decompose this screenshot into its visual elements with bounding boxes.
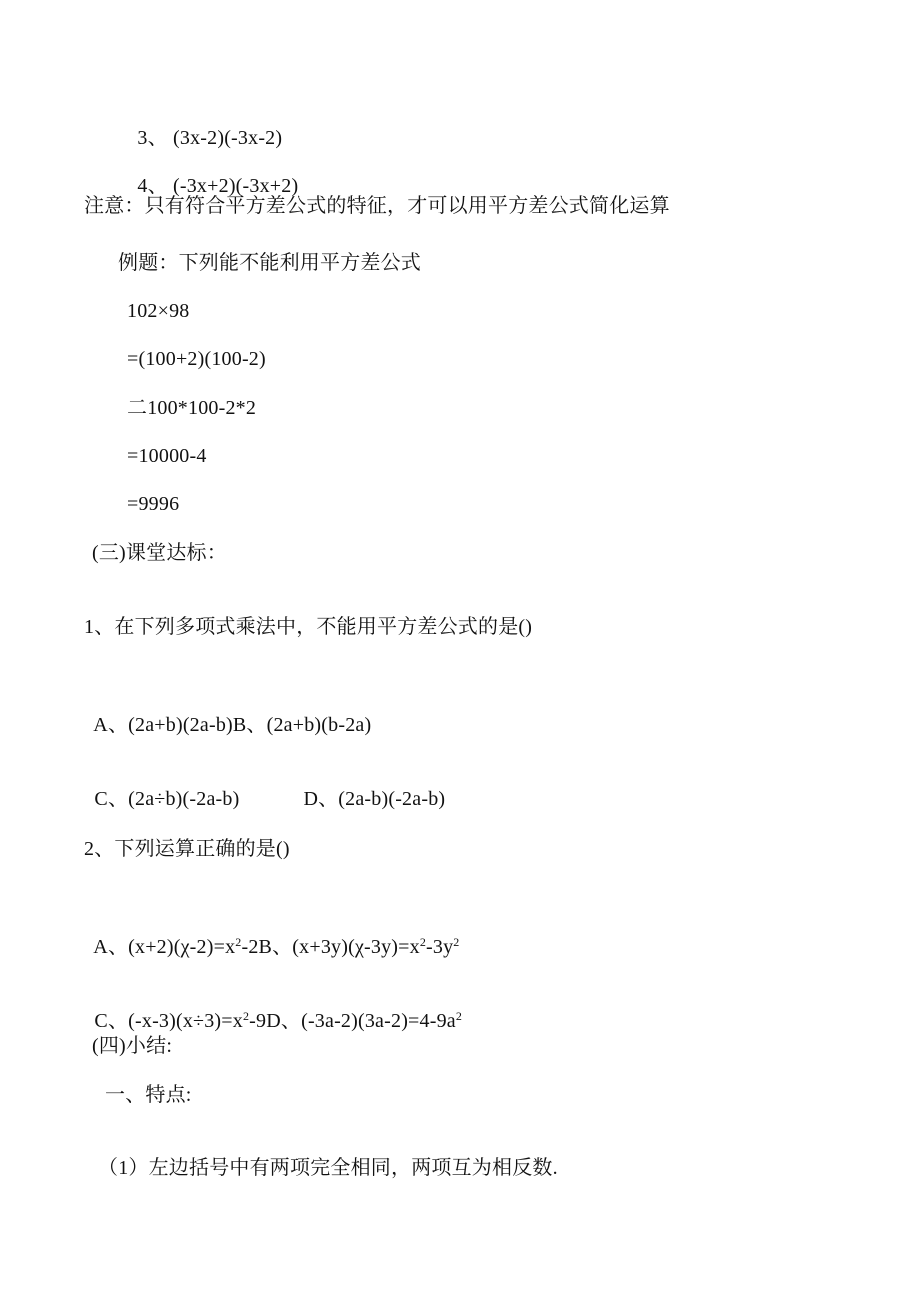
q1-option-d: D、(2a-b)(-2a-b): [303, 788, 446, 810]
q2-option-c-pre: C、(-x-3)(x÷3)=x: [94, 1010, 243, 1032]
summary-point-1: （1）左边括号中有两项完全相同，两项互为相反数.: [98, 1157, 558, 1179]
question-1-stem: 1、在下列多项式乘法中，不能用平方差公式的是(): [84, 616, 533, 638]
calc-line-4: =10000-4: [127, 445, 207, 467]
q2-option-b-sup1: 2: [419, 934, 427, 949]
example-4-expr: (-3x+2)(-3x+2): [173, 175, 299, 197]
q2-option-b-pre: B、(x+3y)(χ-3y)=x: [258, 936, 420, 958]
q2-option-c-post: -9: [249, 1010, 267, 1032]
question-1-options-ab: [84, 689, 371, 737]
section-3-heading: (三)课堂达标：: [92, 542, 227, 564]
q2-option-a-pre: A、(x+2)(χ-2)=x: [93, 936, 236, 958]
q1-option-b: B、(2a+b)(b-2a): [232, 714, 372, 736]
example-3-sep: 、: [147, 127, 168, 149]
section-4-heading: (四)小结:: [92, 1035, 173, 1057]
question-2-options-ab: [84, 911, 460, 959]
q2-option-b-mid: -3y: [426, 936, 454, 958]
q2-option-a-sup: 2: [235, 934, 242, 949]
question-2-stem: 2、下列运算正确的是(): [84, 838, 290, 860]
example-4-number: 4: [137, 175, 148, 197]
example-3-expr: (3x-2)(-3x-2): [173, 127, 283, 149]
q2-option-c-sup: 2: [242, 1008, 250, 1023]
question-1-options-cd: [84, 763, 445, 811]
q1-option-a: A、(2a+b)(2a-b): [93, 714, 233, 736]
question-2-options-cd: [84, 985, 462, 1033]
example-3: [127, 102, 282, 150]
q2-option-d-sup: 2: [455, 1008, 463, 1023]
example-4-sep: 、: [147, 175, 168, 197]
calc-line-5: =9996: [127, 493, 180, 515]
example-3-number: 3: [137, 127, 148, 149]
example-4: [127, 150, 298, 198]
q2-option-a-post: -2: [241, 936, 259, 958]
q2-option-d-pre: D、(-3a-2)(3a-2)=4-9a: [266, 1010, 456, 1032]
q1-option-c: C、(2a÷b)(-2a-b): [94, 788, 240, 810]
calc-line-3: 二100*100-2*2: [127, 397, 257, 419]
note: 注意：只有符合平方差公式的特征，才可以用平方差公式简化运算: [84, 195, 670, 217]
q2-option-b-sup2: 2: [453, 934, 460, 949]
calc-line-1: 102×98: [127, 300, 190, 322]
calc-line-2: =(100+2)(100-2): [127, 348, 266, 370]
example-title: 例题：下列能不能利用平方差公式: [118, 252, 421, 274]
summary-subheading: 一、特点:: [105, 1084, 192, 1106]
